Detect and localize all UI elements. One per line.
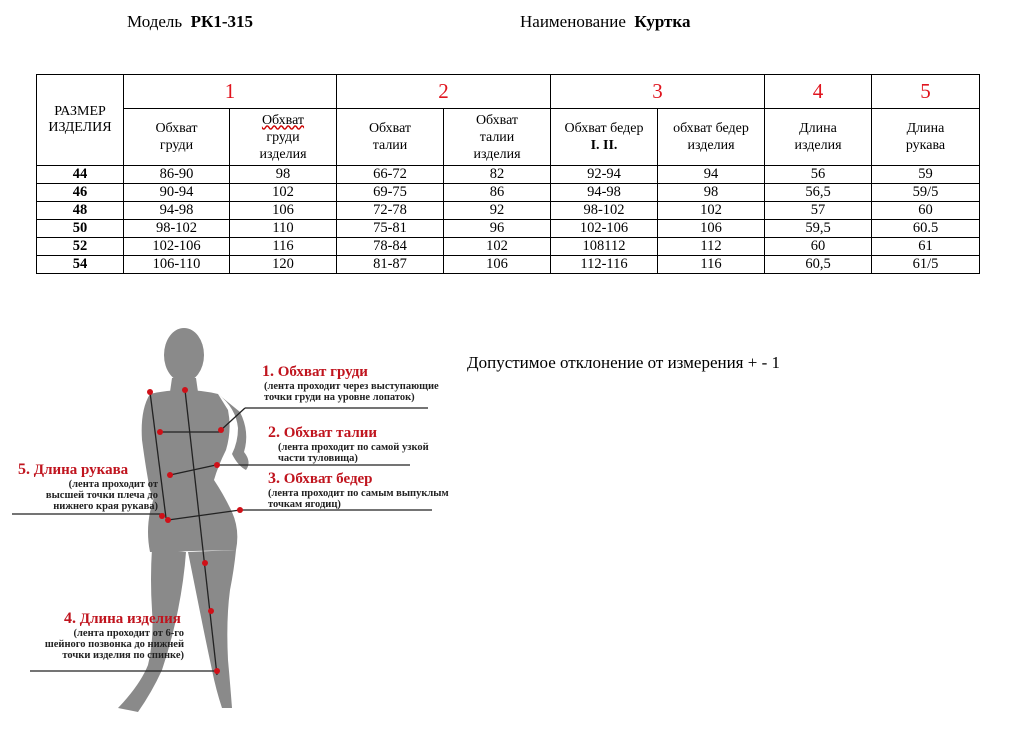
size-column-header: РАЗМЕР ИЗДЕЛИЯ	[37, 75, 124, 166]
table-cell: 102-106	[124, 238, 230, 256]
table-cell: 106	[444, 256, 551, 274]
table-cell: 102-106	[551, 220, 658, 238]
table-cell: 112-116	[551, 256, 658, 274]
table-cell: 72-78	[337, 202, 444, 220]
col-sleeve-length: Длина рукава	[872, 109, 980, 166]
size-cell: 46	[37, 184, 124, 202]
group-2-header: 2	[337, 75, 551, 109]
col-chest-garment: Обхват груди изделия	[230, 109, 337, 166]
group-3-header: 3	[551, 75, 765, 109]
table-cell: 108112	[551, 238, 658, 256]
table-cell: 116	[230, 238, 337, 256]
table-cell: 98	[658, 184, 765, 202]
table-cell: 98	[230, 166, 337, 184]
table-cell: 59	[872, 166, 980, 184]
table-cell: 98-102	[551, 202, 658, 220]
table-cell: 56	[765, 166, 872, 184]
table-cell: 92	[444, 202, 551, 220]
table-row	[37, 256, 980, 274]
table-cell: 82	[444, 166, 551, 184]
size-cell: 54	[37, 256, 124, 274]
label-hips: 3. Обхват бедер (лента проходит по самым выпуклым точкам ягодиц)	[268, 470, 449, 510]
label-sleeve: 5. Длина рукава (лента проходит от высшей точки плеча до нижнего края рукава)	[18, 461, 158, 512]
label-length: 4. Длина изделия (лента проходит от 6-го шейного позвонка до нижней точки изделия по спинке)	[44, 610, 184, 661]
table-cell: 60	[765, 238, 872, 256]
group-1-header: 1	[124, 75, 337, 109]
group-4-header: 4	[765, 75, 872, 109]
label-waist: 2. Обхват талии (лента проходит по самой узкой части туловища)	[268, 424, 429, 464]
table-cell: 94	[658, 166, 765, 184]
product-name-heading	[520, 12, 690, 32]
table-cell: 96	[444, 220, 551, 238]
table-cell: 98-102	[124, 220, 230, 238]
model-heading	[127, 12, 253, 32]
table-cell: 90-94	[124, 184, 230, 202]
group-5-header: 5	[872, 75, 980, 109]
name-value: Куртка	[634, 12, 691, 31]
size-cell: 50	[37, 220, 124, 238]
table-cell: 78-84	[337, 238, 444, 256]
table-row	[37, 220, 980, 238]
model-label: Модель	[127, 12, 183, 31]
col-waist-garment: Обхват талии изделия	[444, 109, 551, 166]
table-cell: 59/5	[872, 184, 980, 202]
tolerance-note: Допустимое отклонение от измерения + - 1	[467, 353, 780, 372]
size-cell: 48	[37, 202, 124, 220]
table-cell: 110	[230, 220, 337, 238]
model-value: РК1-315	[190, 12, 254, 31]
col-garment-length: Длина изделия	[765, 109, 872, 166]
table-cell: 92-94	[551, 166, 658, 184]
label-chest: 1. Обхват груди (лента проходит через выступающие точки груди на уровне лопаток)	[262, 363, 439, 403]
table-cell: 75-81	[337, 220, 444, 238]
table-cell: 102	[658, 202, 765, 220]
table-cell: 116	[658, 256, 765, 274]
table-cell: 106-110	[124, 256, 230, 274]
table-cell: 102	[444, 238, 551, 256]
size-table	[36, 74, 980, 274]
table-cell: 59,5	[765, 220, 872, 238]
table-cell: 66-72	[337, 166, 444, 184]
table-cell: 57	[765, 202, 872, 220]
col-chest: Обхват груди	[124, 109, 230, 166]
size-cell: 44	[37, 166, 124, 184]
table-cell: 120	[230, 256, 337, 274]
table-row	[37, 184, 980, 202]
table-row	[37, 238, 980, 256]
table-cell: 106	[230, 202, 337, 220]
table-cell: 94-98	[124, 202, 230, 220]
table-cell: 94-98	[551, 184, 658, 202]
table-cell: 86	[444, 184, 551, 202]
size-cell: 52	[37, 238, 124, 256]
table-cell: 60	[872, 202, 980, 220]
table-cell: 61	[872, 238, 980, 256]
table-cell: 86-90	[124, 166, 230, 184]
name-label: Наименование	[520, 12, 626, 31]
table-cell: 60.5	[872, 220, 980, 238]
table-cell: 60,5	[765, 256, 872, 274]
table-cell: 56,5	[765, 184, 872, 202]
table-cell: 61/5	[872, 256, 980, 274]
table-cell: 69-75	[337, 184, 444, 202]
table-row	[37, 202, 980, 220]
table-cell: 112	[658, 238, 765, 256]
col-hips: Обхват бедер I. II.	[551, 109, 658, 166]
table-row	[37, 166, 980, 184]
col-waist: Обхват талии	[337, 109, 444, 166]
table-cell: 102	[230, 184, 337, 202]
table-cell: 81-87	[337, 256, 444, 274]
col-hips-garment: обхват бедер изделия	[658, 109, 765, 166]
table-cell: 106	[658, 220, 765, 238]
